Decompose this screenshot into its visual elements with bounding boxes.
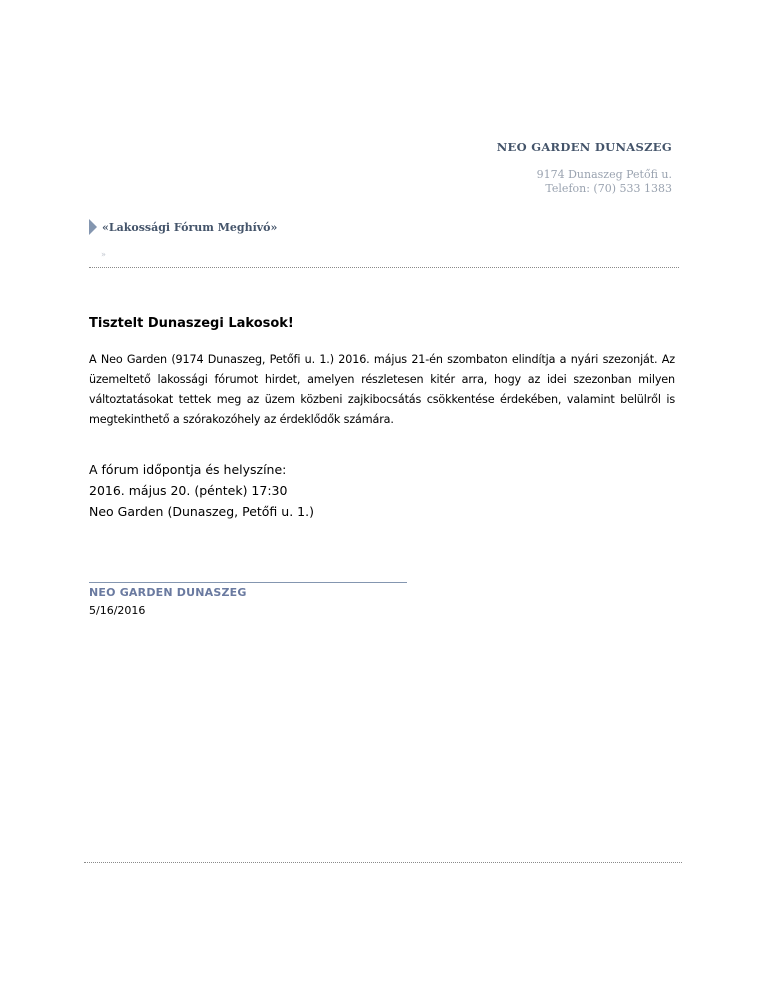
header-divider xyxy=(89,267,679,268)
signature-line xyxy=(89,582,407,583)
company-address: 9174 Dunaszeg Petőfi u. xyxy=(536,168,672,181)
forum-location: Neo Garden (Dunaszeg, Petőfi u. 1.) xyxy=(89,504,314,519)
greeting: Tisztelt Dunaszegi Lakosok! xyxy=(89,316,294,331)
subject-line xyxy=(89,219,277,235)
forum-heading: A fórum időpontja és helyszíne: xyxy=(89,462,287,477)
signature-date: 5/16/2016 xyxy=(89,604,146,617)
company-name: NEO GARDEN DUNASZEG xyxy=(496,140,672,154)
company-phone: Telefon: (70) 533 1383 xyxy=(545,182,672,195)
subject-text: «Lakossági Fórum Meghívó» xyxy=(102,220,278,234)
footer-divider xyxy=(84,862,682,863)
forum-details xyxy=(89,459,314,522)
forum-date: 2016. május 20. (péntek) 17:30 xyxy=(89,483,288,498)
signature-name: NEO GARDEN DUNASZEG xyxy=(89,586,247,599)
body-paragraph: A Neo Garden (9174 Dunaszeg, Petőfi u. 1.) 2016. május 21-én szombaton elindítja a nyári szezonját. Az üzemeltető lakossági fórumot hirdet, amelyen részletesen kitér arra, hogy az idei szezonban milyen változtatásokat tettek meg az üzem közbeni zajkibocsátás csökkentése érdekében, valamint belülről is megtekinthető a szórakozóhely az érdeklődők számára. xyxy=(89,353,675,426)
subject-placeholder-mark: » xyxy=(101,250,106,259)
letterhead xyxy=(497,140,672,196)
triangle-marker-icon xyxy=(89,219,97,235)
